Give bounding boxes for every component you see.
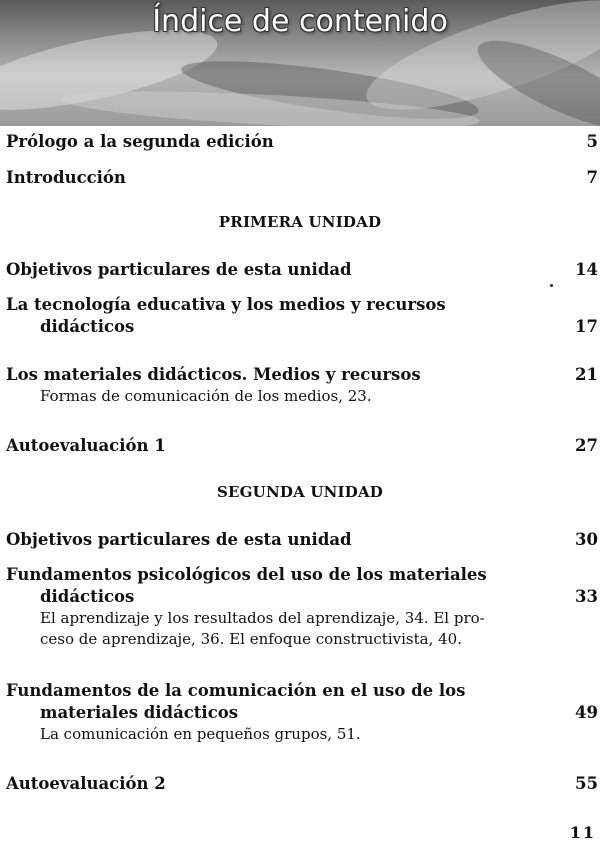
toc-entry-autoevaluacion-1[interactable] xyxy=(6,435,598,457)
toc-entry-subtopics: El aprendizaje y los resultados del aprendizaje, 34. El pro- xyxy=(40,609,485,627)
toc-entry-title: Fundamentos psicológicos del uso de los materiales xyxy=(6,565,487,584)
toc-entry-page: 5 xyxy=(586,132,598,151)
toc-entry-fundamentos-psicologicos[interactable] xyxy=(6,564,598,650)
toc-entry-page: 33 xyxy=(575,587,598,606)
toc-entry-title: Introducción xyxy=(6,168,126,187)
toc-entry-title: Autoevaluación 2 xyxy=(6,774,166,793)
toc-entry-objetivos-2[interactable] xyxy=(6,529,598,551)
page-title: Índice de contenido xyxy=(152,4,448,39)
toc-entry-prologo[interactable] xyxy=(6,131,598,153)
toc-entry-page: 17 xyxy=(575,317,598,336)
toc-entry-page: 55 xyxy=(575,774,598,793)
toc-entry-page: 21 xyxy=(575,365,598,384)
toc-entry-introduccion[interactable] xyxy=(6,167,598,189)
toc-entry-title: Objetivos particulares de esta unidad xyxy=(6,530,352,549)
toc-entry-title-cont: materiales didácticos xyxy=(40,703,239,722)
toc-entry-tecnologia[interactable] xyxy=(6,294,598,338)
toc-entry-objetivos-1[interactable] xyxy=(6,259,598,281)
print-speck xyxy=(550,284,553,287)
toc-entry-fundamentos-comunicacion[interactable] xyxy=(6,680,598,745)
page-number: 11 xyxy=(569,823,596,842)
toc-entry-title: La tecnología educativa y los medios y recursos xyxy=(6,295,446,314)
toc-entry-title: Los materiales didácticos. Medios y recursos xyxy=(6,365,421,384)
toc-entry-title: Objetivos particulares de esta unidad xyxy=(6,260,352,279)
toc-entry-subtopics: Formas de comunicación de los medios, 23. xyxy=(40,387,372,405)
toc-entry-autoevaluacion-2[interactable] xyxy=(6,773,598,795)
toc-entry-page: 27 xyxy=(575,436,598,455)
toc-entry-title-cont: didácticos xyxy=(40,587,135,606)
toc-entry-subtopics: ceso de aprendizaje, 36. El enfoque constructivista, 40. xyxy=(40,630,462,648)
unit-heading-primera: PRIMERA UNIDAD xyxy=(218,213,382,231)
toc-entry-page: 30 xyxy=(575,530,598,549)
toc-entry-materiales[interactable] xyxy=(6,364,598,407)
toc-entry-page: 7 xyxy=(586,168,598,187)
header-banner xyxy=(0,0,600,126)
toc-entry-subtopics: La comunicación en pequeños grupos, 51. xyxy=(40,725,361,743)
toc-entry-title-cont: didácticos xyxy=(40,317,135,336)
toc-entry-title: Autoevaluación 1 xyxy=(6,436,166,455)
toc-entry-page: 49 xyxy=(575,703,598,722)
toc-entry-title: Fundamentos de la comunicación en el uso de los xyxy=(6,681,466,700)
toc-entry-title: Prólogo a la segunda edición xyxy=(6,132,274,151)
unit-heading-segunda: SEGUNDA UNIDAD xyxy=(217,483,383,501)
toc-entry-page: 14 xyxy=(575,260,598,279)
